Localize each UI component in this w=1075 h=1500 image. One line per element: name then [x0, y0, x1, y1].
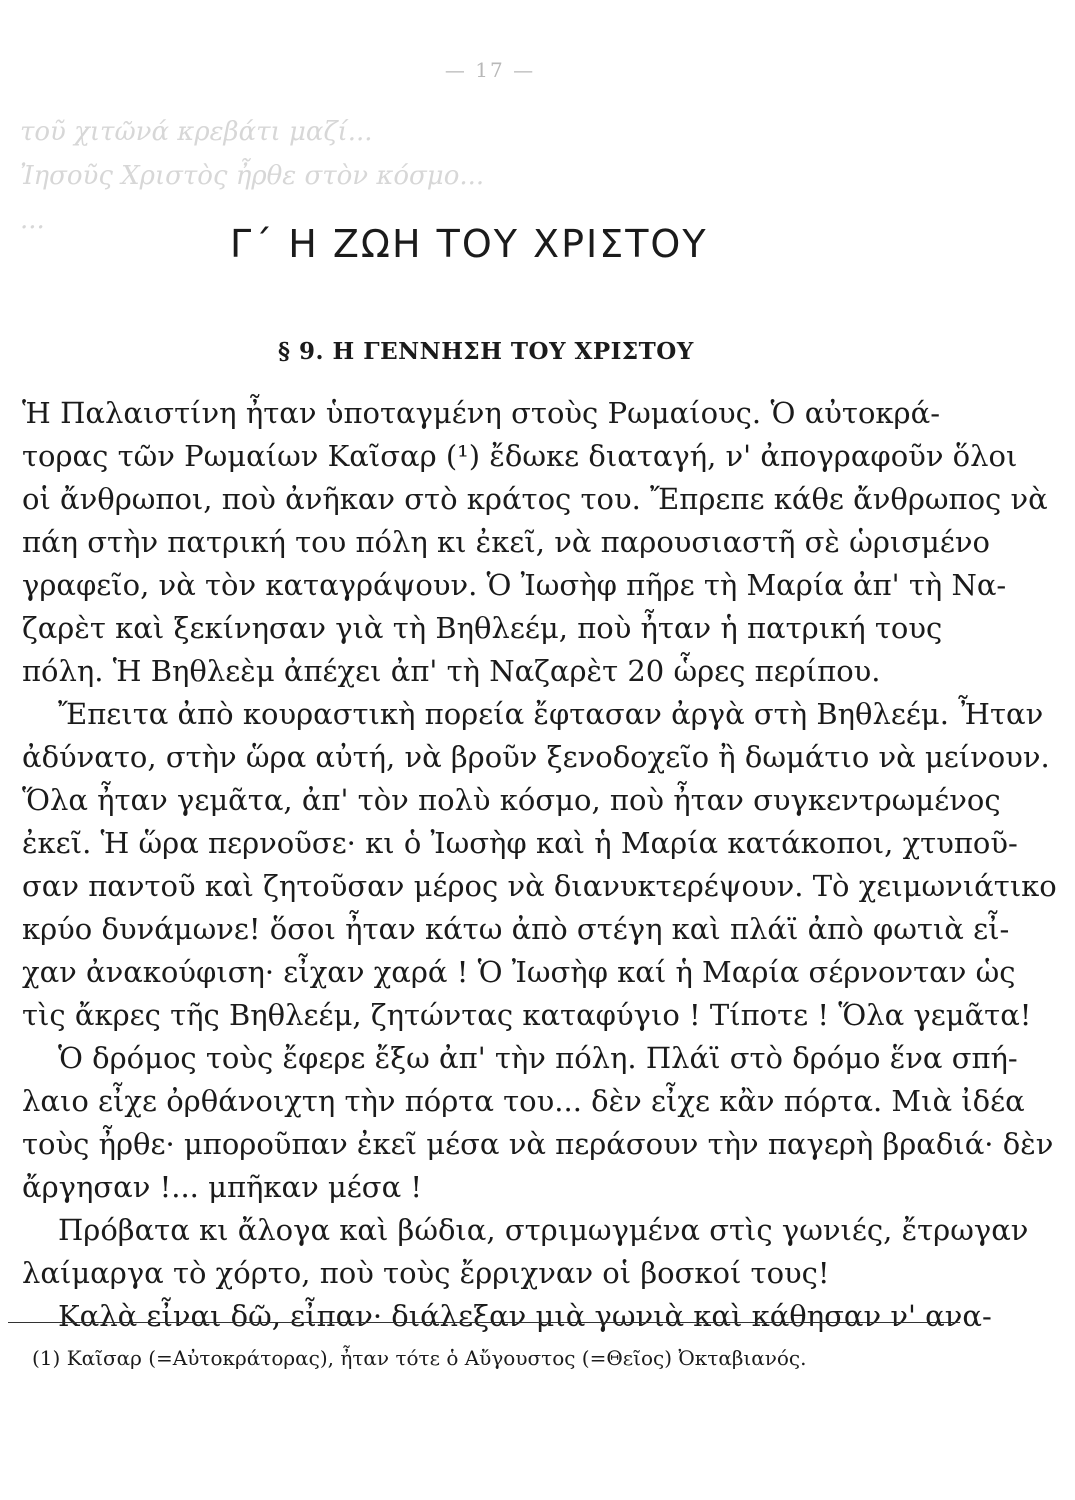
- body-line: πόλη. Ἡ Βηθλεὲμ ἀπέχει ἀπ' τὴ Ναζαρὲτ 20 ὧρες περίπου.: [22, 654, 881, 688]
- body-line: ἄργησαν !... μπῆκαν μέσα !: [22, 1170, 423, 1204]
- body-line: Πρόβατα κι ἄλογα καὶ βώδια, στριμωγμένα στὶς γωνιές, ἔτρωγαν: [58, 1213, 1029, 1247]
- body-line: κρύο δυνάμωνε! ὅσοι ἦταν κάτω ἀπὸ στέγη καὶ πλάϊ ἀπὸ φωτιὰ εἶ-: [22, 912, 1010, 946]
- show-through-line: Ἰησοῦς Χριστὸς ἦρθε στὸν κόσμο...: [20, 161, 485, 191]
- body-line: ζαρὲτ καὶ ξεκίνησαν γιὰ τὴ Βηθλεέμ, ποὺ ἦταν ἡ πατρική τους: [22, 611, 943, 645]
- body-line: Ὁ δρόμος τοὺς ἔφερε ἔξω ἀπ' τὴν πόλη. Πλάϊ στὸ δρόμο ἕνα σπή-: [58, 1041, 1018, 1075]
- section-title: § 9. Η ΓΕΝΝΗΣΗ ΤΟΥ ΧΡΙΣΤΟΥ: [278, 338, 694, 365]
- body-line: τὶς ἄκρες τῆς Βηθλεέμ, ζητώντας καταφύγιο ! Τίποτε ! Ὅλα γεμᾶτα!: [22, 998, 1032, 1032]
- footnote-divider: [8, 1322, 960, 1323]
- body-line: λαίμαργα τὸ χόρτο, ποὺ τοὺς ἔρριχναν οἱ βοσκοί τους!: [22, 1256, 830, 1290]
- body-line: οἱ ἄνθρωποι, ποὺ ἀνῆκαν στὸ κράτος του. Ἔπρεπε κάθε ἄνθρωπος νὰ: [22, 482, 1048, 516]
- show-through-line: ...: [20, 205, 45, 235]
- body-line: χαν ἀνακούφιση· εἶχαν χαρά ! Ὁ Ἰωσὴφ καί ἡ Μαρία σέρνονταν ὡς: [22, 955, 1016, 989]
- body-line: Ὅλα ἦταν γεμᾶτα, ἀπ' τὸν πολὺ κόσμο, ποὺ ἦταν συγκεντρωμένος: [22, 783, 1001, 817]
- body-line: πάη στὴν πατρική του πόλη κι ἐκεῖ, νὰ παρουσιαστῆ σὲ ὡρισμένο: [22, 525, 990, 559]
- body-line: ἀδύνατο, στὴν ὥρα αὐτή, νὰ βροῦν ξενοδοχεῖο ἢ δωμάτιο νὰ μείνουν.: [22, 740, 1050, 774]
- page-number: — 17 —: [444, 58, 536, 82]
- chapter-title: Γ΄ Η ΖΩΗ ΤΟΥ ΧΡΙΣΤΟΥ: [230, 222, 708, 266]
- body-line: Ἡ Παλαιστίνη ἦταν ὑποταγμένη στοὺς Ρωμαίους. Ὁ αὐτοκρά-: [22, 396, 940, 430]
- body-line: τοὺς ἦρθε· μποροῦπαν ἐκεῖ μέσα νὰ περάσουν τὴν παγερὴ βραδιά· δὲν: [22, 1127, 1054, 1161]
- body-line: Ἔπειτα ἀπὸ κουραστικὴ πορεία ἔφτασαν ἀργὰ στὴ Βηθλεέμ. Ἦταν: [58, 697, 1044, 731]
- body-line: τορας τῶν Ρωμαίων Καῖσαρ (¹) ἔδωκε διαταγή, ν' ἀπογραφοῦν ὅλοι: [22, 439, 1018, 473]
- body-line: λαιο εἶχε ὀρθάνοιχτη τὴν πόρτα του... δὲν εἶχε κἂν πόρτα. Μιὰ ἰδέα: [22, 1084, 1025, 1118]
- body-line: γραφεῖο, νὰ τὸν καταγράψουν. Ὁ Ἰωσὴφ πῆρε τὴ Μαρία ἀπ' τὴ Να-: [22, 568, 1007, 602]
- body-line: σαν παντοῦ καὶ ζητοῦσαν μέρος νὰ διανυκτερέψουν. Τὸ χειμωνιάτικο: [22, 869, 1057, 903]
- footnote: (1) Καῖσαρ (=Αὐτοκράτορας), ἦταν τότε ὁ Αὔγουστος (=Θεῖος) Ὀκταβιανός.: [32, 1346, 807, 1370]
- body-line: ἐκεῖ. Ἡ ὥρα περνοῦσε· κι ὁ Ἰωσὴφ καὶ ἡ Μαρία κατάκοποι, χτυποῦ-: [22, 826, 1018, 860]
- body-text: [22, 392, 1057, 1338]
- show-through-line: τοῦ χιτῶνά κρεβάτι μαζί...: [20, 117, 373, 147]
- body-line: Καλὰ εἶναι δῶ, εἶπαν· διάλεξαν μιὰ γωνιὰ καὶ κάθησαν ν' ανα-: [58, 1299, 992, 1333]
